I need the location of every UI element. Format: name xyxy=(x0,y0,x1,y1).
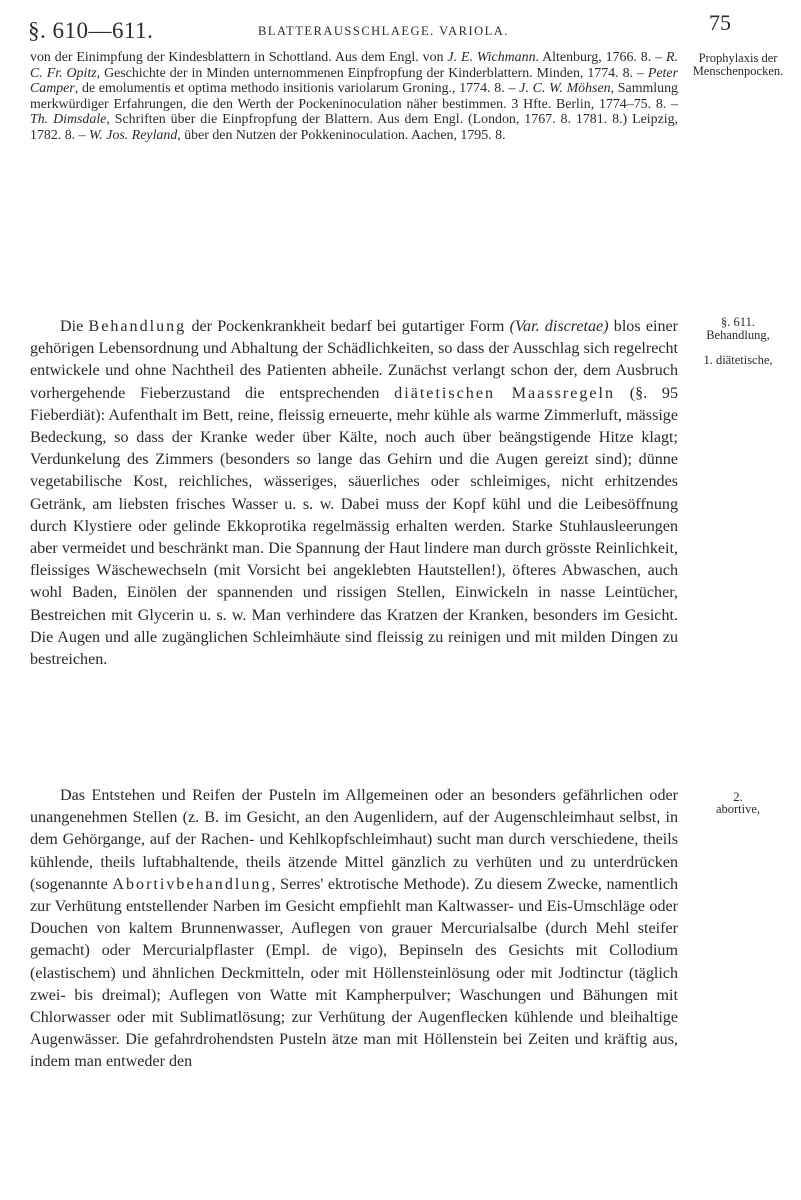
author-name: Th. Dimsdale xyxy=(30,112,107,128)
margin-number: 2. xyxy=(733,789,743,804)
keyword: Behandlung xyxy=(88,318,187,335)
author-name: Peter Camper xyxy=(30,65,678,97)
margin-note-section xyxy=(684,316,792,342)
page-number: 75 xyxy=(709,10,731,35)
keyword: Abortivbehandlung xyxy=(112,875,272,893)
margin-label-behandlung: Behandlung, xyxy=(706,328,770,342)
literature-paragraph: von der Einimpfung der Kindesblattern in Schottland. Aus dem Engl. von J. E. Wichmann. Altenburg, 1766. 8. – R. C. Fr. Opitz, Geschichte der in Minden unternommenen Einpfropfung der Kinderblattern. Minden, 1774. 8. – Peter Camper, de emolumentis et optima methodo insitionis variolarum Groning., 1774. 8. – J. C. W. Möhsen, Sammlung merkwürdiger Erfahrungen, die den Werth der Pockeninoculation näher bestimmen. 3 Hfte. Berlin, 1774–75. 8. – Th. Dimsdale, Schriften über die Einpfropfung der Blattern. Aus dem Engl. (London, 1767. 8. 1781. 8.) Leipzig, 1782. 8. – W. Jos. Reyland, über den Nutzen der Pokkeninoculation. Aachen, 1795. 8. xyxy=(30,50,679,143)
margin-number: 1. xyxy=(703,353,713,367)
author-name: J. C. W. Möhsen xyxy=(519,81,611,97)
margin-label: diätetische, xyxy=(715,353,773,367)
paragraph-treatment: Die Behandlung der Pockenkrankheit bedarf bei gutartiger Form (Var. discretae) blos einer gehörigen Lebensordnung und Abhaltung der Schädlichkeiten, so dass der Ausschlag sich regelrecht entwickele und ohne Nachtheil des Patienten abheile. Zunächst verlangt schon der, dem Ausbruch vorhergehende Fieberzustand die entsprechenden diätetischen Maassregeln (§. 95 Fieberdiät): Aufenthalt im Bett, reine, fleissig erneuerte, mehr kühle als warme Zimmerluft, mässige Bedeckung, so dass der Kranke weder über Kälte, noch auch über beängstigende Hitze klagt; Verdunkelung des Zimmers (besonders so lange das Gehirn und die Augen gereizt sind); dünne vegetabilische Kost, reichliches, wässeriges, säuerliches oder schleimiges, nicht erhitzendes Getränk, am liebsten frisches Wasser u. s. w. Dabei muss der Kopf kühl und die Leibesöffnung durch Klystiere oder gelinde Ekkoprotika regelmässig erhalten werden. Starke Stuhlausleerungen aber vermeidet und beschränkt man. Die Spannung der Haut lindere man durch grösste Reinlichkeit, fleissiges Wäschewechseln (mit Vorsicht bei angeklebten Hautstellen!), öfteres Abwaschen, auch wohl Baden, Einölen der spannenden und rissigen Stellen, Einwickeln in nasse Leintücher, Bestreichen mit Glycerin u. s. w. Man verhindere das Kratzen der Kranken, besonders im Gesicht. Die Augen und alle zugänglichen Schleimhäute sind fleissig zu reinigen und mit milden Dingen zu bestreichen. xyxy=(30,318,679,669)
margin-label: abortive, xyxy=(715,802,761,816)
margin-section-number: §. 611. xyxy=(721,315,755,329)
paragraph-abortive: Das Entstehen und Reifen der Pusteln im Allgemeinen oder an besonders gefährlichen oder unangenehmen Stellen (z. B. im Gesicht, an den Augenlidern, auf der Augenschleimhaut selbst, in dem Gehörgange, auf der Rachen- und Kehlkopfschleimhaut) sucht man durch verschiedene, theils kühlende, theils luftabhaltende, theils ätzende Mittel gänzlich zu verhüten und zu unterdrücken (sogenannte Abortivbehandlung, Serres' ektrotische Methode). Zu diesem Zwecke, namentlich zur Verhütung entstellender Narben im Gesicht empfiehlt man Kaltwasser- und Eis-Umschläge oder Douchen von kaltem Brunnenwasser, Auflegen von grauer Mercurialsalbe (durch Mehl steifer gemacht) oder Mercurialpflaster (Empl. de vigo), Bepinseln des Gesichts mit Collodium (elastischem) und ähnlichen Deckmitteln, oder mit Höllensteinlösung oder mit Jodtinctur (täglich zwei- bis dreimal); Auflegen von Watte mit Kampherpulver; Waschungen und Bähungen mit Chlorwasser oder mit Sublimatlösung; zur Verhütung der Augenflecken kühlende und bleihaltige Augenwässer. Die gefahrdrohendsten Pusteln ätze man mit Höllenstein bei Zeiten und kräftig aus, indem man entweder den xyxy=(30,787,678,1071)
running-header xyxy=(28,10,731,42)
author-name: W. Jos. Reyland xyxy=(89,127,178,143)
author-name: J. E. Wichmann xyxy=(447,50,536,65)
author-name: R. C. Fr. Opitz xyxy=(30,50,678,81)
literature-references xyxy=(30,50,678,144)
margin-note-diaetetische xyxy=(684,354,792,367)
header-section-number: §. 610—611. xyxy=(28,18,154,43)
latin-term: (Var. discretae) xyxy=(509,318,609,335)
margin-note-prophylaxis: Prophylaxis der Menschenpocken. xyxy=(692,51,784,78)
keyword: diätetischen Maassregeln xyxy=(394,384,616,402)
margin-note-abortive xyxy=(684,790,792,816)
header-title: BLATTERAUSSCHLAEGE. VARIOLA. xyxy=(258,24,509,38)
